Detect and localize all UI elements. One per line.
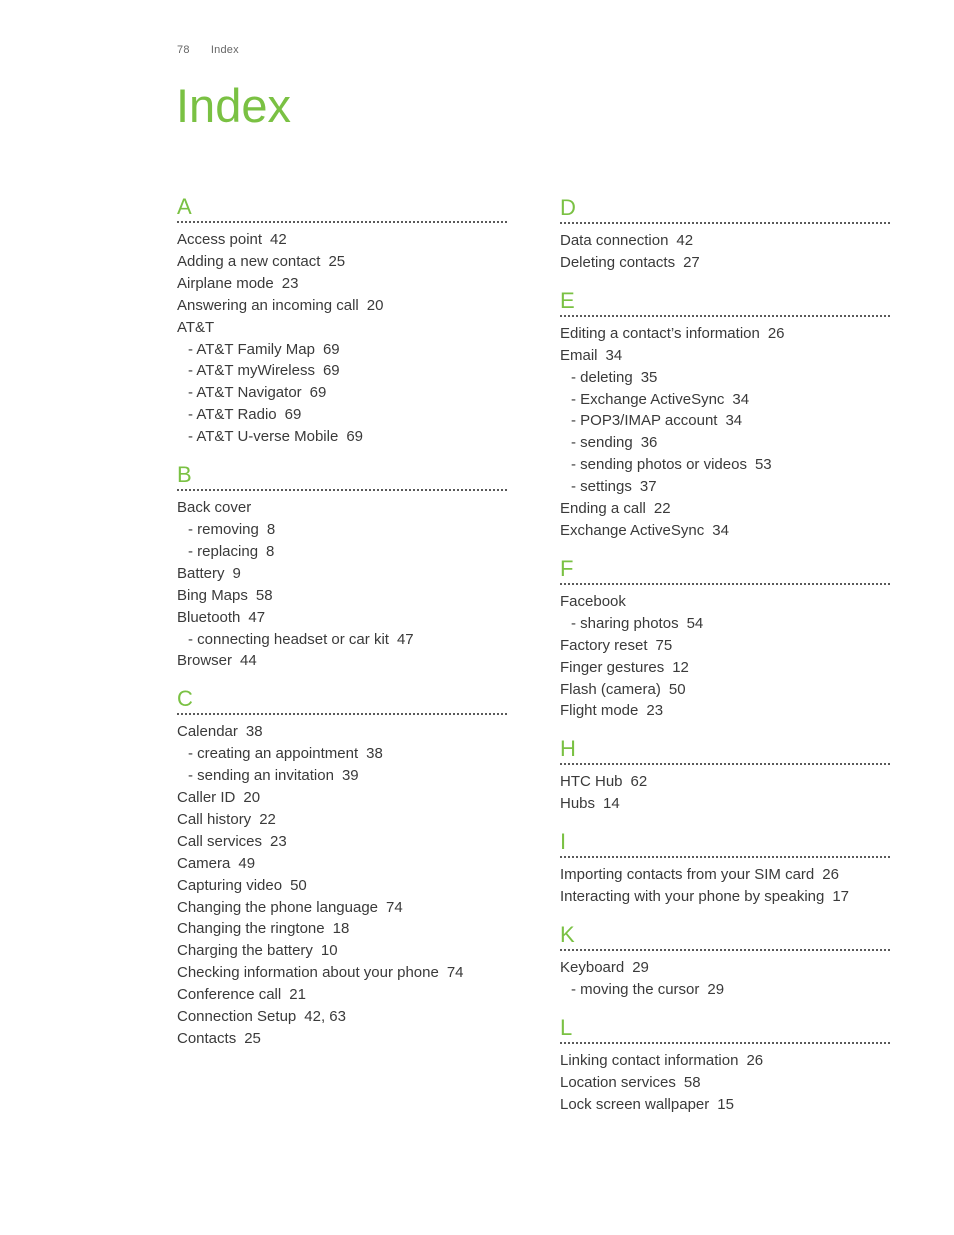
entry-page-ref[interactable]: 69: [284, 406, 302, 424]
entry-term: Factory reset: [560, 636, 648, 654]
entry-list: [177, 497, 507, 672]
entry-term: Linking contact information: [560, 1051, 739, 1069]
entry-page-ref[interactable]: 29: [632, 958, 649, 976]
entry-page-ref[interactable]: 34: [712, 521, 729, 539]
entry-term: Flash (camera): [560, 680, 661, 698]
index-entry: [177, 1028, 507, 1050]
entry-term: - moving the cursor: [571, 980, 700, 998]
entry-page-ref[interactable]: 29: [707, 980, 725, 998]
index-subentry: [560, 476, 890, 498]
entry-term: Caller ID: [177, 789, 236, 807]
index-entry: [177, 607, 507, 629]
entry-page-ref[interactable]: 37: [639, 478, 657, 496]
entry-term: - sending: [571, 434, 633, 452]
entry-page-ref[interactable]: 17: [832, 888, 850, 906]
entry-page-ref[interactable]: 10: [320, 942, 338, 960]
index-entry: [177, 317, 507, 339]
index-entry: [177, 853, 507, 875]
index-entry: [560, 793, 890, 815]
entry-term: - POP3/IMAP account: [571, 412, 718, 430]
entry-page-ref[interactable]: 8: [266, 520, 276, 538]
index-section-e: [560, 288, 890, 542]
section-letter: C: [177, 686, 507, 715]
entry-page-ref[interactable]: 53: [754, 456, 772, 474]
entry-term: Exchange ActiveSync: [560, 521, 705, 539]
entry-page-ref[interactable]: 34: [605, 346, 623, 364]
entry-page-ref[interactable]: 42, 63: [304, 1008, 346, 1026]
entry-page-ref[interactable]: 25: [328, 252, 346, 270]
index-section-k: [560, 922, 890, 1001]
index-entry: [177, 721, 507, 743]
index-entry: [177, 875, 507, 897]
entry-page-ref[interactable]: 21: [289, 986, 306, 1004]
index-subentry: [177, 541, 507, 563]
entry-page-ref[interactable]: 38: [245, 723, 263, 741]
entry-page-ref[interactable]: 47: [396, 630, 414, 648]
index-section-d: [560, 195, 890, 274]
entry-term: Contacts: [177, 1030, 237, 1047]
index-section-b: [177, 462, 507, 672]
entry-term: - connecting headset or car kit: [188, 630, 389, 648]
index-subentry: [177, 519, 507, 541]
index-entry: [560, 498, 890, 520]
section-letter: H: [560, 736, 890, 765]
entry-term: Editing a contact’s information: [560, 324, 760, 342]
entry-term: Checking information about your phone: [177, 964, 439, 982]
section-letter: K: [560, 922, 890, 951]
entry-term: Finger gestures: [560, 658, 665, 676]
index-entry: [177, 251, 507, 273]
section-letter: F: [560, 556, 890, 585]
entry-term: Changing the ringtone: [177, 920, 325, 938]
entry-list: [177, 721, 507, 1050]
running-header: [177, 44, 239, 56]
index-entry: [177, 229, 507, 251]
index-subentry: [560, 432, 890, 454]
entry-term: Calendar: [177, 723, 238, 741]
index-entry: [177, 563, 507, 585]
index-entry: [560, 1050, 890, 1072]
entry-page-ref[interactable]: 14: [603, 795, 620, 813]
entry-page-ref[interactable]: 58: [683, 1073, 701, 1091]
entry-list: [560, 1050, 890, 1116]
entry-page-ref[interactable]: 75: [655, 636, 673, 654]
entry-term: Charging the battery: [177, 942, 313, 960]
entry-term: - settings: [571, 478, 632, 496]
entry-list: [560, 864, 890, 908]
entry-term: HTC Hub: [560, 773, 623, 791]
index-subentry: [560, 410, 890, 432]
entry-page-ref[interactable]: 69: [322, 340, 340, 358]
index-subentry: [177, 360, 507, 382]
index-subentry: [177, 339, 507, 361]
index-entry: [177, 962, 507, 984]
section-letter: D: [560, 195, 890, 224]
running-title: Index: [210, 44, 239, 56]
entry-list: [177, 229, 507, 448]
entry-page-ref[interactable]: 42: [676, 232, 694, 249]
index-section-h: [560, 736, 890, 815]
entry-page-ref[interactable]: 22: [259, 810, 276, 828]
entry-term: Facebook: [560, 592, 626, 610]
entry-term: Camera: [177, 854, 231, 872]
index-entry: [560, 323, 890, 345]
entry-page-ref[interactable]: 50: [290, 876, 307, 894]
entry-term: Connection Setup: [177, 1008, 297, 1026]
entry-page-ref[interactable]: 9: [232, 564, 241, 582]
entry-term: - AT&T Family Map: [188, 340, 315, 358]
entry-page-ref[interactable]: 23: [270, 832, 287, 850]
index-column-left: [177, 194, 507, 1064]
entry-page-ref[interactable]: 36: [640, 434, 658, 452]
index-entry: [560, 679, 890, 701]
entry-term: Bing Maps: [177, 586, 248, 604]
entry-page-ref[interactable]: 49: [238, 854, 256, 872]
entry-page-ref[interactable]: 26: [746, 1051, 764, 1069]
entry-list: [560, 591, 890, 722]
entry-term: Answering an incoming call: [177, 296, 359, 314]
entry-page-ref[interactable]: 8: [266, 542, 275, 560]
index-section-l: [560, 1015, 890, 1116]
entry-term: - AT&T myWireless: [188, 362, 315, 380]
index-entry: [560, 864, 890, 886]
entry-page-ref[interactable]: 44: [240, 652, 257, 670]
entry-term: Keyboard: [560, 958, 625, 976]
index-entry: [560, 252, 890, 274]
entry-page-ref[interactable]: 22: [653, 500, 671, 518]
entry-term: Hubs: [560, 795, 596, 813]
entry-term: Battery: [177, 564, 225, 582]
entry-term: Location services: [560, 1073, 676, 1091]
entry-page-ref[interactable]: 34: [732, 390, 750, 408]
index-entry: [177, 897, 507, 919]
entry-term: Adding a new contact: [177, 252, 321, 270]
entry-term: - removing: [188, 520, 259, 538]
entry-term: Access point: [177, 231, 263, 248]
index-subentry: [177, 765, 507, 787]
entry-term: Changing the phone language: [177, 898, 379, 916]
index-subentry: [560, 389, 890, 411]
entry-term: - sending an invitation: [188, 767, 334, 785]
index-entry: [560, 635, 890, 657]
entry-term: Airplane mode: [177, 274, 274, 292]
entry-page-ref[interactable]: 15: [717, 1095, 734, 1113]
entry-term: AT&T: [177, 318, 215, 336]
page-title: Index: [176, 79, 291, 132]
index-entry: [177, 984, 507, 1006]
entry-page-ref[interactable]: 26: [767, 324, 785, 342]
entry-term: Interacting with your phone by speaking: [560, 888, 825, 906]
entry-page-ref[interactable]: 74: [386, 898, 403, 916]
entry-term: - AT&T Navigator: [188, 384, 302, 402]
entry-page-ref[interactable]: 69: [346, 428, 364, 446]
entry-term: Lock screen wallpaper: [560, 1095, 710, 1113]
section-letter: A: [177, 194, 507, 223]
entry-page-ref[interactable]: 62: [630, 773, 648, 791]
entry-term: Conference call: [177, 986, 282, 1004]
index-entry: [177, 831, 507, 853]
entry-term: - sending photos or videos: [571, 456, 747, 474]
entry-term: Bluetooth: [177, 608, 241, 626]
index-entry: [177, 295, 507, 317]
entry-page-ref[interactable]: 34: [725, 412, 743, 430]
entry-page-ref[interactable]: 42: [270, 231, 287, 248]
index-entry: [560, 1072, 890, 1094]
entry-list: [560, 323, 890, 542]
entry-page-ref[interactable]: 26: [822, 866, 839, 884]
entry-page-ref[interactable]: 35: [640, 368, 658, 386]
entry-term: - AT&T Radio: [188, 406, 277, 424]
index-entry: [560, 886, 890, 908]
entry-page-ref[interactable]: 23: [281, 274, 299, 292]
index-section-f: [560, 556, 890, 722]
entry-page-ref[interactable]: 50: [668, 680, 686, 698]
index-entry: [560, 230, 890, 252]
index-section-i: [560, 829, 890, 908]
index-entry: [560, 657, 890, 679]
entry-term: - AT&T U-verse Mobile: [188, 428, 339, 446]
entry-term: Data connection: [560, 232, 669, 249]
entry-page-ref[interactable]: 74: [446, 964, 464, 982]
entry-term: - deleting: [571, 368, 633, 386]
entry-term: - sharing photos: [571, 614, 679, 632]
index-entry: [560, 957, 890, 979]
section-letter: I: [560, 829, 890, 858]
index-entry: [560, 345, 890, 367]
index-subentry: [177, 426, 507, 448]
index-entry: [560, 591, 890, 613]
index-entry: [177, 940, 507, 962]
entry-page-ref[interactable]: 69: [322, 362, 340, 380]
entry-page-ref[interactable]: 27: [683, 253, 700, 271]
index-section-c: [177, 686, 507, 1050]
entry-page-ref[interactable]: 18: [332, 920, 350, 938]
entry-page-ref[interactable]: 54: [686, 614, 704, 632]
entry-term: Back cover: [177, 499, 252, 517]
entry-term: Browser: [177, 652, 233, 670]
entry-page-ref[interactable]: 20: [243, 789, 261, 807]
entry-page-ref[interactable]: 58: [255, 586, 273, 604]
index-subentry: [177, 404, 507, 426]
index-entry: [177, 650, 507, 672]
section-letter: E: [560, 288, 890, 317]
index-entry: [177, 918, 507, 940]
entry-term: Importing contacts from your SIM card: [560, 866, 815, 884]
entry-page-ref[interactable]: 12: [672, 658, 689, 676]
index-entry: [560, 700, 890, 722]
entry-list: [560, 230, 890, 274]
index-entry: [177, 809, 507, 831]
entry-page-ref[interactable]: 20: [366, 296, 384, 314]
entry-page-ref[interactable]: 38: [366, 745, 383, 763]
entry-term: Email: [560, 346, 598, 364]
index-entry: [560, 771, 890, 793]
entry-list: [560, 771, 890, 815]
entry-page-ref[interactable]: 23: [646, 702, 664, 720]
index-entry: [177, 497, 507, 519]
index-section-a: [177, 194, 507, 448]
entry-page-ref[interactable]: 25: [244, 1030, 261, 1047]
section-letter: L: [560, 1015, 890, 1044]
entry-term: Call history: [177, 810, 252, 828]
index-subentry: [177, 382, 507, 404]
entry-list: [560, 957, 890, 1001]
index-entry: [560, 1094, 890, 1116]
entry-term: Deleting contacts: [560, 253, 676, 271]
index-entry: [177, 787, 507, 809]
entry-term: - replacing: [188, 542, 259, 560]
entry-page-ref[interactable]: 39: [341, 767, 359, 785]
entry-term: Flight mode: [560, 702, 639, 720]
index-subentry: [560, 367, 890, 389]
entry-term: Ending a call: [560, 500, 646, 518]
entry-term: - creating an appointment: [188, 745, 359, 763]
index-column-right: [560, 195, 890, 1129]
entry-term: Capturing video: [177, 876, 283, 894]
index-entry: [177, 273, 507, 295]
index-subentry: [177, 629, 507, 651]
index-entry: [560, 520, 890, 542]
entry-page-ref[interactable]: 47: [248, 608, 266, 626]
index-subentry: [560, 979, 890, 1001]
index-subentry: [560, 454, 890, 476]
index-entry: [177, 585, 507, 607]
page-number: 78: [177, 44, 190, 56]
index-subentry: [560, 613, 890, 635]
entry-term: - Exchange ActiveSync: [571, 390, 725, 408]
entry-page-ref[interactable]: 69: [309, 384, 327, 402]
index-entry: [177, 1006, 507, 1028]
section-letter: B: [177, 462, 507, 491]
entry-term: Call services: [177, 832, 263, 850]
index-subentry: [177, 743, 507, 765]
